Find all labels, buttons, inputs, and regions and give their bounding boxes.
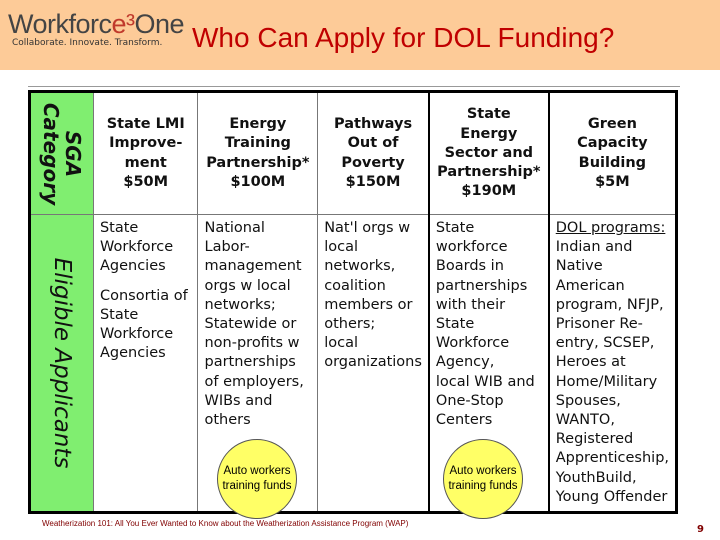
page-number: 9 xyxy=(697,524,704,535)
applicant-cell: DOL programs: Indian and Native American program, NFJP, Prisoner Re-entry, SCSEP, Heroes at Home/Military Spouses, WANTO, Registered Apprenticeship, YouthBuild, Young Offender xyxy=(549,215,677,513)
header-banner xyxy=(0,0,720,70)
logo-tagline: Collaborate. Innovate. Transform. xyxy=(12,38,163,48)
workforce-one-logo xyxy=(8,10,184,48)
category-cell: State Energy Sector and Partnership* $190M xyxy=(429,92,549,215)
footer-text: Weatherization 101: All You Ever Wanted to Know about the Weatherization Assistance Program (WAP) xyxy=(42,519,409,528)
slide-title: Who Can Apply for DOL Funding? xyxy=(192,22,615,53)
category-cell: Pathways Out of Poverty $150M xyxy=(318,92,429,215)
divider xyxy=(28,86,680,87)
applicant-cell: Nat'l orgs w local networks, coalition members or others; local organizations xyxy=(318,215,429,513)
logo-mark: e³ xyxy=(111,9,135,39)
funding-table xyxy=(28,90,678,514)
category-row xyxy=(30,92,677,215)
applicant-cell: State workforce Boards in partnerships with their State Workforce Agency, local WIB and One-Stop Centers xyxy=(429,215,549,513)
auto-workers-callout: Auto workers training funds xyxy=(443,439,523,519)
applicants-row xyxy=(30,215,677,513)
category-cell: Green Capacity Building $5M xyxy=(549,92,677,215)
row-label-category: SGA Category xyxy=(30,92,94,215)
category-cell: Energy Training Partnership* $100M xyxy=(198,92,318,215)
row-label-applicants: Eligible Applicants xyxy=(30,215,94,513)
applicant-cell: State Workforce Agencies Consortia of State Workforce Agencies xyxy=(93,215,198,513)
logo-text-one: One xyxy=(134,9,185,39)
logo-text: Workforc xyxy=(8,9,112,39)
category-cell: State LMI Improve- ment $50M xyxy=(93,92,198,215)
auto-workers-callout: Auto workers training funds xyxy=(217,439,297,519)
applicant-cell: National Labor-management orgs w local networks; Statewide or non-profits w partnerships of employers, WIBs and others xyxy=(198,215,318,513)
